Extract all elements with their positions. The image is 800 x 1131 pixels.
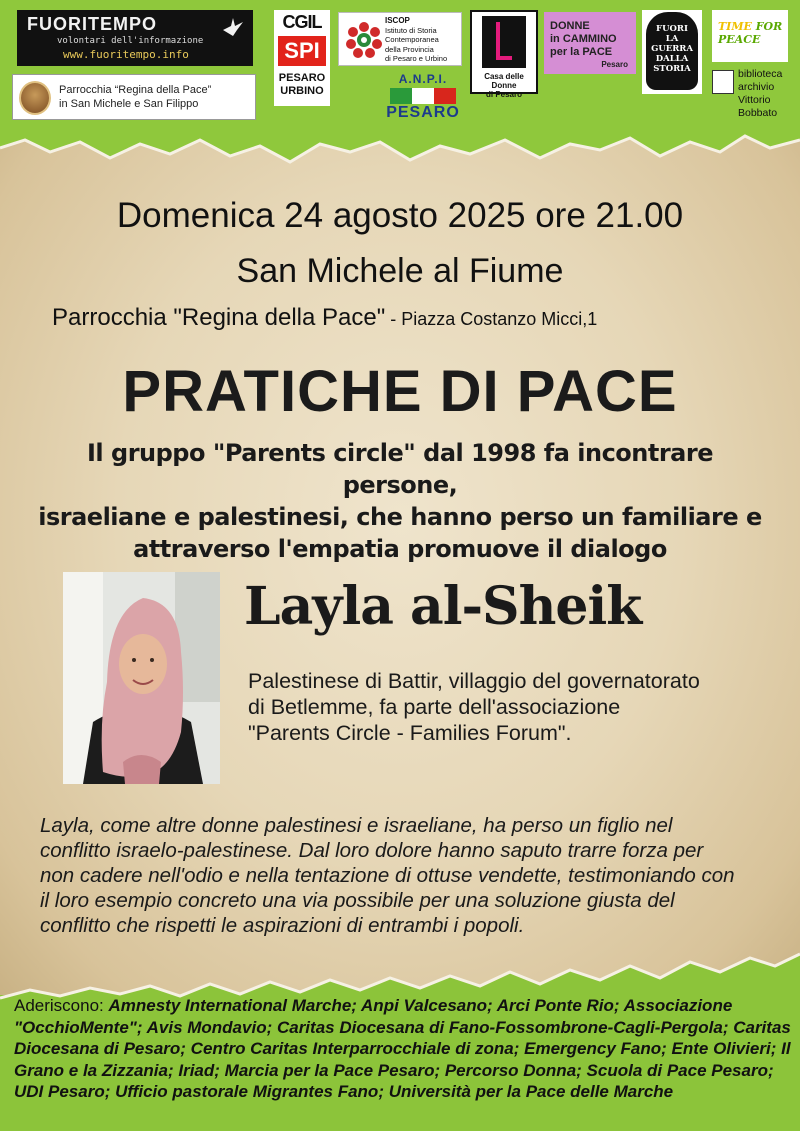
bib-line1: biblioteca bbox=[738, 68, 783, 80]
for-peace-word: FOR PEACE bbox=[718, 20, 783, 46]
bib-line3: Vittorio bbox=[738, 94, 771, 106]
parish-address: - Piazza Costanzo Micci,1 bbox=[385, 309, 598, 329]
cgil-spi-logo bbox=[274, 10, 330, 106]
fuoritempo-url: www.fuoritempo.info bbox=[63, 48, 189, 61]
intro-line: israeliane e palestinesi, che hanno perso un familiare e bbox=[38, 503, 762, 531]
fuoritempo-logo bbox=[17, 10, 253, 66]
guerra-line3: GUERRA bbox=[651, 44, 693, 54]
guerra-line2: LA bbox=[665, 34, 679, 44]
anpi-acronym: A.N.P.I. bbox=[398, 72, 448, 86]
fuoritempo-tagline: volontari dell'informazione bbox=[57, 36, 204, 46]
bib-line2: archivio bbox=[738, 81, 775, 93]
story-line: Layla, come altre donne palestinesi e israeliane, ha perso un figlio nel bbox=[40, 814, 673, 837]
spi-text: SPI bbox=[278, 36, 326, 66]
iscop-line3: della Provincia bbox=[385, 44, 434, 54]
speaker-story bbox=[40, 813, 780, 938]
parrocchia-line1: Parrocchia “Regina della Pace” bbox=[59, 84, 212, 96]
parrocchia-line2: in San Michele e San Filippo bbox=[59, 98, 199, 110]
intro-line: Il gruppo "Parents circle" dal 1998 fa incontrare persone, bbox=[87, 439, 713, 499]
anpi-logo bbox=[384, 72, 462, 122]
torn-edge-top bbox=[0, 118, 800, 168]
anpi-city: PESARO bbox=[386, 104, 460, 121]
donne-line3: per la PACE bbox=[550, 46, 613, 58]
guerra-line5: STORIA bbox=[653, 64, 691, 74]
madonna-icon bbox=[19, 81, 51, 115]
bio-line: di Betlemme, fa parte dell'associazione bbox=[248, 695, 621, 719]
guerra-line4: DALLA bbox=[655, 54, 689, 64]
iscop-line1: Istituto di Storia bbox=[385, 25, 437, 35]
speaker-photo bbox=[63, 572, 220, 784]
supporters-names: Amnesty International Marche; Anpi Valcesano; Arci Ponte Rio; Associazione "OcchioMente"; Avis Mondavio; Caritas Diocesana di Fano-Fossombrone-Cagli-Pergola; Caritas Diocesana di Pesaro; Centro Caritas Interparrocchiale di zona; Emergency Fano; Ente Olivieri; Il Grano e la Zizzania; Iriad; Marcia per la Pace Pesaro; Percorso Donna; Scuola di Pace Pesaro; UDI Pesaro; Ufficio pastorale Migrantes Fano; Università per la Pace delle Marche bbox=[14, 996, 791, 1101]
iscop-line4: di Pesaro e Urbino bbox=[385, 54, 448, 63]
iscop-logo bbox=[338, 12, 462, 66]
speaker-portrait-illustration bbox=[63, 572, 220, 784]
story-line: non cadere nell'odio e nella tentazione di ottuse vendette, testimoniando con bbox=[40, 864, 735, 887]
time-word: TIME bbox=[718, 20, 752, 33]
paper-crane-icon bbox=[221, 16, 245, 38]
bio-line: Palestinese di Battir, villaggio del governatorato bbox=[248, 669, 700, 693]
parrocchia-logo bbox=[12, 74, 256, 120]
event-title: PRATICHE DI PACE bbox=[122, 359, 678, 424]
donne-cammino-logo bbox=[544, 12, 636, 74]
casa-line1: Casa delle Donne bbox=[484, 72, 524, 90]
parish-name: Parrocchia "Regina della Pace" bbox=[52, 304, 386, 331]
event-parish bbox=[52, 304, 597, 332]
speaker-name: Layla al-Sheik bbox=[244, 576, 642, 637]
cgil-urbino: URBINO bbox=[280, 85, 324, 97]
bib-line4: Bobbato bbox=[738, 107, 778, 119]
cgil-pesaro: PESARO bbox=[278, 72, 326, 84]
intro-line: attraverso l'empatia promuove il dialogo bbox=[133, 535, 667, 563]
supporters-lead: Aderiscono: bbox=[14, 996, 109, 1015]
cgil-text: CGIL bbox=[282, 12, 322, 32]
iscop-acronym: ISCOP bbox=[385, 16, 410, 25]
donne-line1: DONNE bbox=[550, 20, 590, 32]
speaker-bio bbox=[248, 668, 768, 746]
supporters-list bbox=[14, 995, 794, 1103]
bio-line: "Parents Circle - Families Forum". bbox=[248, 721, 572, 745]
fuoritempo-name: FUORITEMPO bbox=[27, 14, 157, 34]
event-place: San Michele al Fiume bbox=[236, 252, 564, 290]
iscop-line2: Contemporanea bbox=[385, 35, 439, 44]
time-for-peace-logo bbox=[712, 10, 788, 62]
guerra-line1: FUORI bbox=[656, 24, 688, 34]
book-icon bbox=[712, 70, 734, 94]
story-line: conflitto israelo-palestinese. Dal loro dolore hanno saputo trarre forza per bbox=[40, 839, 704, 862]
event-date: Domenica 24 agosto 2025 ore 21.00 bbox=[116, 196, 684, 235]
story-line: conflitto che rispetti le aspirazioni di entrambi i popoli. bbox=[40, 914, 525, 937]
casa-line2: di Pesaro bbox=[485, 90, 522, 99]
casa-letter-l-icon bbox=[482, 16, 526, 68]
iscop-flower-icon bbox=[345, 21, 383, 59]
donne-city: Pesaro bbox=[601, 60, 628, 69]
casa-donne-logo bbox=[470, 10, 538, 99]
donne-line2: in CAMMINO bbox=[550, 33, 617, 45]
biblioteca-logo bbox=[712, 68, 788, 124]
italian-flag-icon bbox=[390, 88, 456, 104]
event-intro bbox=[30, 437, 770, 565]
story-line: il loro esempio concreto una via possibile per una soluzione giusta del bbox=[40, 889, 675, 912]
fuori-guerra-logo bbox=[642, 10, 702, 94]
